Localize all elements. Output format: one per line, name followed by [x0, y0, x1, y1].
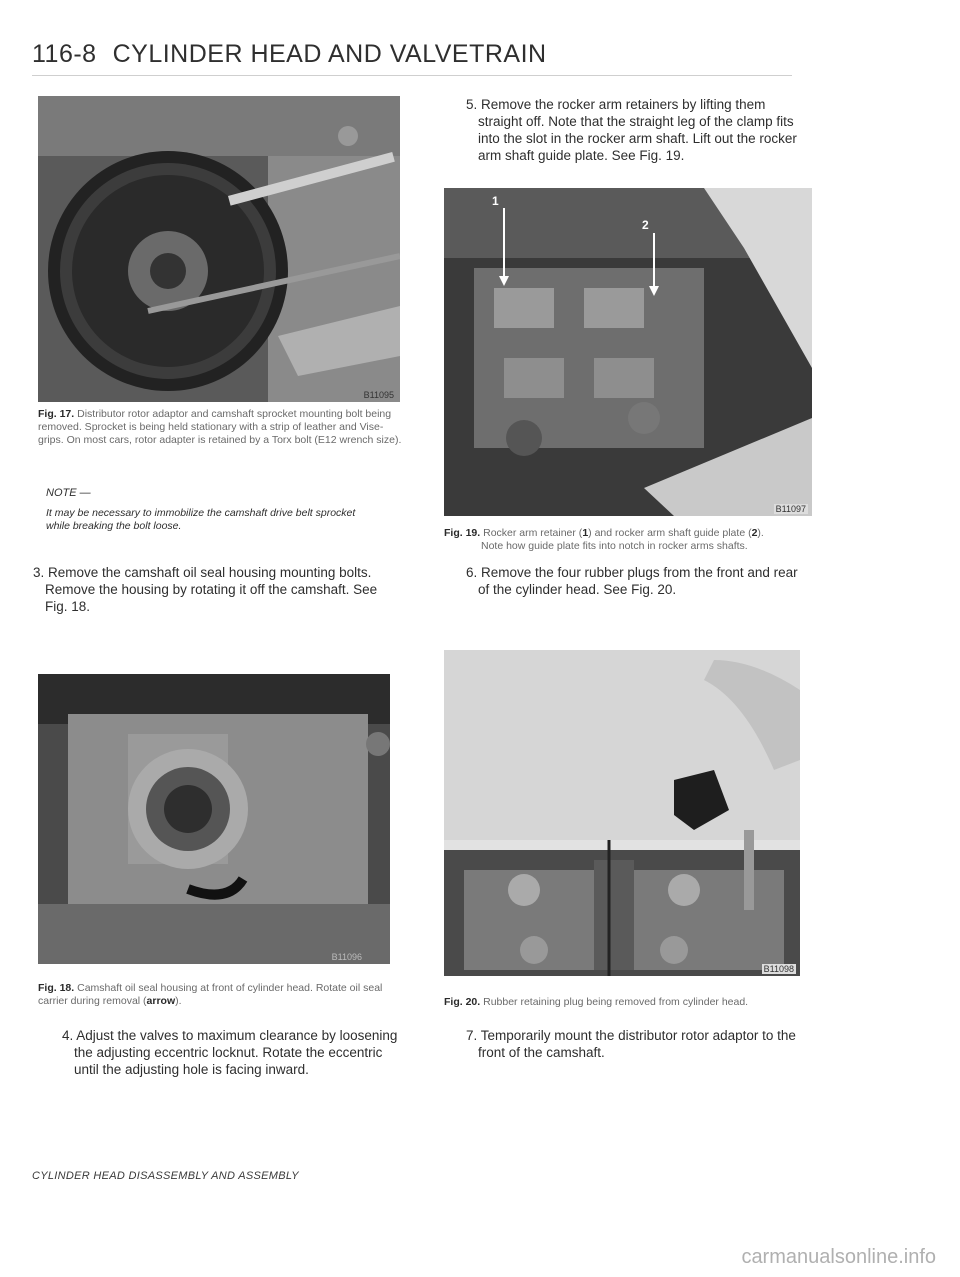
- fig20-photo: [444, 650, 800, 976]
- fig18-caption-arrow: arrow: [146, 995, 176, 1007]
- fig19-label: Fig. 19.: [444, 527, 481, 539]
- fig18-caption-post: ).: [175, 995, 182, 1007]
- fig19-photo-art: [444, 188, 812, 516]
- step-4-line1: 4. Adjust the valves to maximum clearance by loosening: [62, 1028, 398, 1043]
- fig20-code: B11098: [763, 964, 794, 974]
- step-3: [33, 564, 413, 615]
- step-4-line2: the adjusting eccentric locknut. Rotate the eccentric: [74, 1045, 383, 1060]
- step-7: [466, 1027, 816, 1061]
- step-5-line4: arm shaft guide plate. See Fig. 19.: [478, 148, 685, 163]
- fig18-caption-pre: Camshaft oil seal housing at front of cylinder head. Rotate oil seal carrier during removal (: [38, 982, 383, 1007]
- page-number: 116-8: [32, 40, 97, 68]
- fig18-code: B11096: [331, 952, 362, 962]
- fig20-label: Fig. 20.: [444, 996, 481, 1008]
- note-title: NOTE —: [46, 487, 91, 499]
- step-5-line1: 5. Remove the rocker arm retainers by lifting them: [466, 97, 766, 112]
- step-4: [62, 1027, 412, 1078]
- fig19-code: B11097: [775, 504, 806, 514]
- fig20-caption-text: Rubber retaining plug being removed from cylinder head.: [483, 996, 749, 1008]
- fig19-caption-line2: Note how guide plate fits into notch in rocker arms shafts.: [481, 540, 748, 552]
- step-4-line3: until the adjusting hole is facing inward.: [74, 1062, 309, 1077]
- fig18-photo-art: [38, 674, 390, 964]
- fig18-label: Fig. 18.: [38, 982, 75, 994]
- fig17-photo: [38, 96, 400, 402]
- section-footer: CYLINDER HEAD DISASSEMBLY AND ASSEMBLY: [32, 1170, 299, 1182]
- step-3-line1: 3. Remove the camshaft oil seal housing mounting bolts.: [33, 565, 372, 580]
- fig19-caption-ref-2: 2: [751, 527, 758, 539]
- fig19-photo: [444, 188, 812, 516]
- fig17-label: Fig. 17.: [38, 408, 75, 420]
- fig20-photo-art: [444, 650, 800, 976]
- fig19-caption: [444, 527, 824, 553]
- fig17-caption: [38, 408, 408, 447]
- step-7-line2: front of the camshaft.: [478, 1045, 605, 1060]
- header-divider: [32, 75, 792, 76]
- fig17-photo-art: [38, 96, 400, 402]
- fig19-caption-ref-1: 1: [582, 527, 589, 539]
- fig19-caption-a: Rocker arm retainer (: [483, 527, 583, 539]
- step-5: [466, 96, 816, 164]
- fig19-caption-d: ).: [757, 527, 764, 539]
- step-5-line3: into the slot in the rocker arm shaft. Lift out the rocker: [478, 131, 797, 146]
- fig20-caption: [444, 996, 824, 1009]
- fig19-caption-c: ) and rocker arm shaft guide plate (: [588, 527, 752, 539]
- step-6-line2: of the cylinder head. See Fig. 20.: [478, 582, 677, 597]
- fig17-code: B11095: [363, 390, 394, 400]
- fig19-callout-1: 1: [492, 194, 499, 208]
- fig19-callout-2: 2: [642, 218, 649, 232]
- fig18-caption: [38, 982, 408, 1008]
- page-title: CYLINDER HEAD AND VALVETRAIN: [112, 40, 547, 68]
- note-text: It may be necessary to immobilize the camshaft drive belt sprocket while breaking the bolt loose.: [46, 507, 356, 532]
- step-7-line1: 7. Temporarily mount the distributor rotor adaptor to the: [466, 1028, 796, 1043]
- fig18-photo: [38, 674, 390, 964]
- fig17-caption-text: Distributor rotor adaptor and camshaft sprocket mounting bolt being removed. Sprocket is being held stationary with a strip of leather and Vise-grips. On most cars, rotor adapter is retained by a Torx bolt (E12 wrench size).: [38, 408, 402, 446]
- step-6: [466, 564, 816, 598]
- step-6-line1: 6. Remove the four rubber plugs from the front and rear: [466, 565, 798, 580]
- step-3-line3: Fig. 18.: [45, 599, 91, 614]
- step-3-line2: Remove the housing by rotating it off the camshaft. See: [45, 582, 378, 597]
- page-header: [32, 40, 547, 69]
- watermark: carmanualsonline.info: [741, 1246, 936, 1268]
- step-5-line2: straight off. Note that the straight leg of the clamp fits: [478, 114, 794, 129]
